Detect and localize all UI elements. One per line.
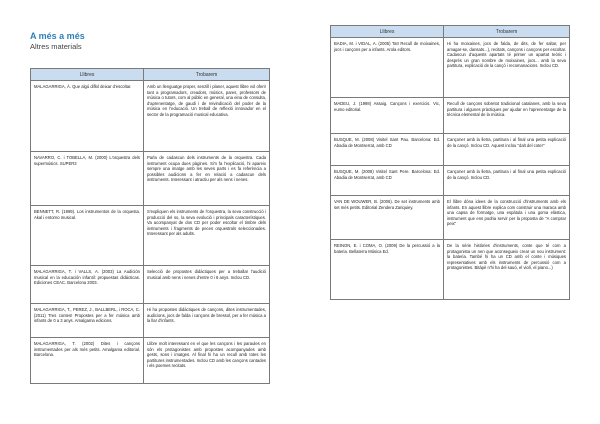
book-reference: BUSQUE, M. (2008) Visitel Sant Pere. Barcelona: Ed. Abadia de Montserrat, amb CD [334, 169, 440, 180]
book-description: Hi ha propostes didàctiques de cançons, dites instrumentades, audicions, jocs de falda i cançons de bressol, per a fer música a la llar d'infants. [147, 307, 266, 324]
book-description: S'expliquen els instruments de l'orquestra, la seva construcció i producció del so, la seva evolució i principals característiques. Va acompanyat de dos CD per poder escoltar el timbre dels instruments i fragments de peces orquestrals seleccionades. Interessant per als adults. [147, 209, 266, 237]
table-row [331, 196, 570, 240]
table-row [331, 166, 570, 196]
book-description: Cançoner amb la lletra, partitura i al final una petita explicació de la cançó. Inclou CD. Aquest inclou "dalt del coter" [447, 137, 566, 148]
book-description: Amb un llenguatge proper, senzill i planer, aquest llibre vol oferir tant a programadors, creadors, músics, pares, professors de música o tutors, com al públic en general, una eina de consulta, d'aprenentatge, de gaudi i de reivindicació del poder de la música en l'educació. Un treball de reflexió innovador en el sector de la programació musical educativa. [147, 84, 266, 117]
book-reference-cell [31, 338, 144, 384]
book-description: Selecció de propostes didàctiques per a treballar l'audició musical amb nens i nenes d'entre 0 i 6 anys. Inclou CD. [147, 269, 266, 280]
header-trobarem: Trobarem [144, 69, 270, 81]
book-reference: BENNETT, R. (1999). Los instrumentos de la orquesta. Akal i entorno musical. [34, 209, 140, 220]
book-reference: MALAGARRIGA, À. Que algú diflol deixar d'escoltar. [34, 84, 132, 89]
book-description-cell [144, 206, 270, 266]
section-title: A més a més [30, 31, 85, 41]
book-reference: NAVARRO, C. i TOBELLA, M. (2000) L'orquestra dels supermúsics. SUPER3 [34, 155, 140, 166]
book-description-cell [444, 134, 570, 166]
book-reference: BADIA, M. i VIDAL, A. (2005) Tat! Recull de moixaines, jocs i cançons per a infants. Arola editors. [334, 41, 440, 52]
right-books-table [330, 25, 570, 300]
header-llibres: Llibres [31, 69, 144, 81]
table-row [31, 81, 270, 152]
table-row [31, 152, 270, 206]
book-description-cell [144, 81, 270, 152]
book-description-cell [444, 196, 570, 240]
book-reference-cell [31, 304, 144, 338]
book-description: Cançoner amb la lletra, partitura i al final una petita explicació de la cançó. Inclou CD. [447, 169, 566, 180]
book-description-cell [144, 304, 270, 338]
book-reference: MALAGARRIGA, T., PEREZ, J., BALLBERL, i ROCA, C. (2011) Tres contes! Propostes per a fer música amb infants de 0 a 3 anys. Amalgama edicions. [34, 307, 140, 324]
book-reference: BUSQUE, M. (2008) Visitel Sant Pau. Barcelona: Ed. Abadia de Montserrat, amb CD [334, 137, 440, 148]
book-description-cell [444, 38, 570, 98]
book-reference-cell [31, 206, 144, 266]
book-reference-cell [31, 152, 144, 206]
table-row [331, 38, 570, 98]
book-reference: MALAGARRIGA, T. (2002) Dites i cançons instrumentades per als més petits. Amalgama editorial. Barcelona. [34, 341, 140, 358]
book-description: Hi ha moixaines, jocs de falda, de dits, de fer saltar, per amagar-se, dansats...), recitats, cançons i cançons per escoltar. Cadascun d'aquests apartats té primer un apartat teòric i després un gran nombre de moixaines, jocs... amb la seva partitura, explicació de la cançó i recomanacions. Inclou CD. [447, 41, 566, 69]
book-reference-cell [331, 134, 444, 166]
table-row [331, 98, 570, 134]
section-subtitle: Altres materials [30, 42, 82, 51]
book-description: Recull de cançons sobretot tradicional catalanes, amb la seva partitura i algunes pràctiques per ajudar en l'aprenentatge de la tècnica elemental de la música. [447, 101, 566, 118]
book-description-cell [444, 166, 570, 196]
book-description: El llibre dóna idees de la construcció d'instruments amb els infants. En aquest llibre explica com construir una maraca amb una capsa de formatge, una espàtula i una goma elàstica, instrument que ens podria servir per la proposta de "A comprar peix" [447, 199, 566, 227]
book-description-cell [444, 240, 570, 300]
right-page [300, 0, 600, 424]
table-row [31, 338, 270, 384]
book-reference-cell [331, 38, 444, 98]
table-row [331, 134, 570, 166]
book-reference-cell [331, 98, 444, 134]
table-row [31, 266, 270, 304]
table-header-row [331, 26, 570, 38]
book-description-cell [144, 338, 270, 384]
book-reference-cell [31, 266, 144, 304]
book-reference: MADEU, J. (1998) Assaig. Cançons i exercicis. Vic, eumo editorial. [334, 101, 440, 112]
table-row [331, 240, 570, 300]
book-reference: MALAGARRIGA, T. i VALLS, A. (2003) La Audición musical en la educación infantil: propuestas didácticas. Ediciones CEAC. Barcelona 2003. [34, 269, 140, 286]
book-description: Llibre molt interessant en el que les cançons i les paraules en són els protagonistes amb propostes acompanyades amb gests, sons i imatges. Al final hi ha un recull amb totes les partitures instrumentades. Inclou CD amb les cançons cantades i els poemes recitats. [147, 341, 266, 369]
book-description: De la sèrie històries d'instruments, conte que té com a protagonista un nen que aconsegueix crear un nou instrument: la bateria. També hi ha un CD amb el conte i músiques representatives amb els instruments de percussió com a protagonistes. Bitàpè n'hi ha del sauó, el violí, el piano...) [447, 243, 566, 271]
book-reference-cell [331, 196, 444, 240]
book-reference: REINON, E. i COMA, O. (2009) De la percussió a la bateria. Bellaterra Música Ed. [334, 243, 440, 254]
header-llibres: Llibres [331, 26, 444, 38]
book-description: Parla de cadascun dels instruments de la orquestra. Cada instrument ocupa dues pàgines. Si'n fa l'explicació, hi apareix sempre una imatge amb les seves parts i es fa referència a possibles audicions a fer en relació a cadascun dels instruments. Interessant i atractiu per als nens i nenes. [147, 155, 266, 183]
book-description-cell [444, 98, 570, 134]
book-reference-cell [331, 240, 444, 300]
left-books-table [30, 68, 270, 384]
table-row [31, 206, 270, 266]
header-trobarem: Trobarem [444, 26, 570, 38]
table-row [31, 304, 270, 338]
book-reference: VAN DE WOUWER, B. (2006). De set instruments amb set més petits. Editorial Zendera Zariquiey. [334, 199, 440, 210]
book-description-cell [144, 266, 270, 304]
book-reference-cell [31, 81, 144, 152]
book-reference-cell [331, 166, 444, 196]
table-header-row [31, 69, 270, 81]
book-description-cell [144, 152, 270, 206]
